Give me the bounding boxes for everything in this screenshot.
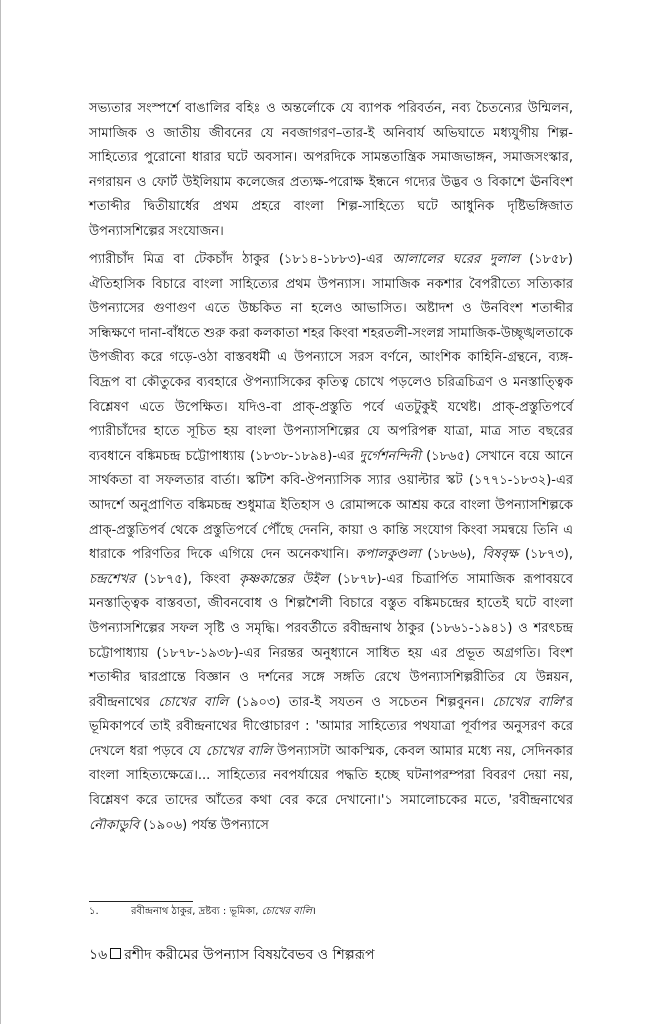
book-title: রশীদ করীমের উপন্যাস বিষয়বৈভব ও শিল্পরূপ [124, 947, 375, 963]
book-title-italic: নৌকাডুবি [89, 817, 140, 833]
text-run: । [312, 906, 316, 917]
text-run: রবীন্দ্রনাথ ঠাকুর, দ্রষ্টব্য : ভূমিকা, [131, 906, 262, 917]
page-number: ১৬ [89, 947, 108, 963]
book-title-italic: চোখের বালি [158, 694, 229, 710]
book-title-italic: চোখের বালি [492, 694, 563, 710]
text-run: 'র ভূমিকাপর্বে তাই রবীন্দ্রনাথের দীপ্তোচারণ : 'আমার সাহিত্যের পথযাত্রা পূর্বাপর অনুসরণ করে দেখলে ধরা পড়বে যে [89, 694, 574, 759]
body-paragraph-2 [89, 248, 573, 838]
text-run: (১৮৭৮)-এর চিত্রার্পিত সামাজিক রূপাবয়বে মনস্তাত্ত্বিক বাস্তবতা, জীবনবোধ ও শিল্পশৈলী বিচারে বস্তুত বঙ্কিমচন্দ্রের হাতেই ঘটে বাংলা উপন্যাসশিল্পের সফল সৃষ্টি ও সমৃদ্ধি। পরবর্তীতে রবীন্দ্রনাথ ঠাকুর (১৮৬১-১৯৪১) ও শরৎচন্দ্র চট্টোপাধ্যায় (১৮৭৮-১৯৩৮)-এর নিরন্তর অনুধ্যানে সাধিত হয় এর প্রভূত অগ্রগতি। বিংশ শতাব্দীর দ্বারপ্রান্তে বিজ্ঞান ও দর্শনের সঙ্গে সঙ্গতি রেখে উপন্যাসশিল্পরীতির যে উন্নয়ন, রবীন্দ্রনাথের [89, 571, 573, 710]
running-footer [89, 945, 573, 965]
text-run: (১৯০৬) পর্যন্ত উপন্যাসে [139, 817, 269, 833]
book-title-italic: আলালের ঘরের দুলাল [392, 252, 520, 267]
body-paragraph-1: সভ্যতার সংস্পর্শে বাঙালির বহিঃ ও অন্তর্লোকে যে ব্যাপক পরিবর্তন, নব্য চৈতন্যের উন্মিলন, সামাজিক ও জাতীয় জীবনের যে নবজাগরণ–তার-ই অনিবার্য অভিঘাতে মধ্যযুগীয় শিল্প-সাহিত্যের পুরোনো ধারার ঘটে অবসান। অপরদিকে সামন্ততান্ত্রিক সমাজভাঙ্গন, সমাজসংস্কার, নগরায়ন ও ফোর্ট উইলিয়াম কলেজের প্রত্যক্ষ-পরোক্ষ ইন্ধনে গদ্যের উদ্ভব ও বিকাশে ঊনবিংশ শতাব্দীর দ্বিতীয়ার্ধের প্রথম প্রহরে বাংলা শিল্প-সাহিত্যে ঘটে আধুনিক দৃষ্টিভঙ্গিজাত উপন্যাসশিল্পের সংযোজন। [89, 101, 573, 239]
book-title-italic: দুর্গেশনন্দিনী [359, 448, 421, 464]
book-title-italic: বিষবৃক্ষ [482, 547, 519, 563]
footnote-number: ১. [89, 906, 99, 917]
text-run: (১৮৬৫) সেখানে বয়ে আনে সার্থকতা বা সফলতার বার্তা। স্কটিশ কবি-ঔপন্যাসিক স্যার ওয়াল্টার স্কট (১৭৭১-১৮৩২)-এর আদর্শে অনুপ্রাণিত বঙ্কিমচন্দ্র শুধুমাত্র ইতিহাস ও রোমান্সকে আশ্রয় করে বাংলা উপন্যাসশিল্পকে প্রাক্-প্রস্তুতিপর্ব থেকে প্রস্তুতিপর্বে পৌঁছে দেননি, কায়া ও কান্তি সংযোগ কিংবা সমন্বয়ে তিনি এ ধারাকে পরিণতির দিকে এগিয়ে দেন অনেকখানি। [89, 448, 573, 563]
text-run: প্যারীচাঁদ মিত্র বা টেকচাঁদ ঠাকুর (১৮১৪-১৮৮৩)-এর [89, 252, 393, 267]
book-title-italic: চোখের বালি [205, 743, 273, 759]
book-page [1, 0, 661, 1024]
footnote-divider [89, 901, 193, 902]
footnote [89, 904, 573, 920]
text-run: (১৯০৩) তার-ই সযতন ও সচেতন শিল্পবুনন। [228, 694, 493, 710]
book-title-italic: কপালকুণ্ডলা [355, 547, 421, 563]
book-title-italic: কৃষ্ণকান্তের উইল [238, 571, 329, 587]
square-ornament-icon [110, 948, 121, 959]
text-run: (১৮৭৫), কিংবা [135, 571, 239, 587]
text-run: (১৮৫৮) ঐতিহাসিক বিচারে বাংলা সাহিত্যের প্রথম উপন্যাস। সামাজিক নকশার বৈপরীত্যে সত্যিকার উপন্যাসের গুণাগুণ এতে উচ্চকিত না হলেও আভাসিত। অষ্টাদশ ও উনবিংশ শতাব্দীর সন্ধিক্ষণে দানা-বাঁধতে শুরু করা কলকাতা শহর কিংবা শহরতলী-সংলগ্ন সামাজিক-উচ্ছৃঙ্খলতাকে উপজীব্য করে গড়ে-ওঠা বাস্তবধর্মী এ উপন্যাসে সরস বর্ণনে, আংশিক কাহিনি-গ্রন্থনে, ব্যঙ্গ-বিদ্রূপ বা কৌতুকের ব্যবহারে ঔপন্যাসিকের কৃতিত্ব চোখে পড়লেও চরিত্রচিত্রণ ও মনস্তাত্ত্বিক বিশ্লেষণ এতে উপেক্ষিত। যদিও-বা প্রাক্-প্রস্তুতি পর্বে এতটুকুই যথেষ্ট। প্রাক্-প্রস্তুতিপর্বে প্যারীচাঁদের হাতে সূচিত হয় বাংলা উপন্যাসশিল্পের যে অপরিপক্ব যাত্রা, মাত্র সাত বছরের ব্যবধানে বঙ্কিমচন্দ্র চট্টোপাধ্যায় (১৮৩৮-১৮৯৪)-এর [89, 252, 573, 464]
book-title-italic: চোখের বালি [261, 906, 312, 917]
text-run: উপন্যাসটা আকস্মিক, কেবল আমার মধ্যে নয়, সেদিনকার বাংলা সাহিত্যক্ষেত্রে।... সাহিত্যের নবপর্যায়ের পদ্ধতি হচ্ছে ঘটনাপরম্পরা বিবরণ দেয়া নয়, বিশ্লেষণ করে তাদের আঁতের কথা বের করে দেখানো।'১ সমালোচকের মতে, 'রবীন্দ্রনাথের [89, 743, 574, 809]
text-run: (১৮৬৬), [420, 547, 483, 563]
text-run: (১৮৭৩), [518, 547, 573, 563]
book-title-italic: চন্দ্রশেখর [89, 571, 136, 587]
footnote-text [131, 906, 316, 917]
